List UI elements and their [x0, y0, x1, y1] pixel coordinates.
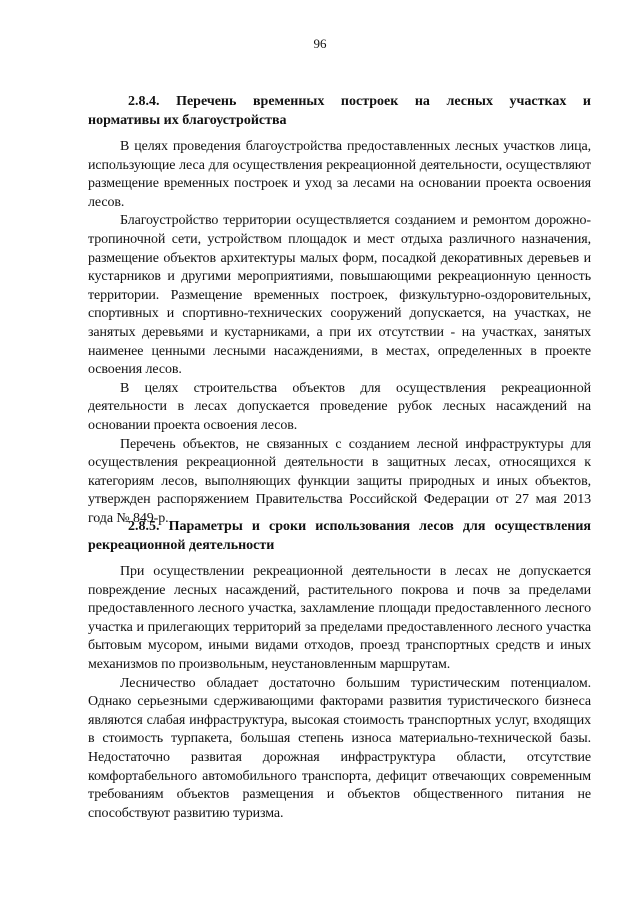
section-heading-2-8-5 [88, 517, 591, 555]
heading-line: нормативы их благоустройства [88, 113, 287, 128]
heading-line: рекреационной деятельности [88, 538, 275, 553]
section-body-2-8-5 [88, 563, 591, 823]
paragraph: При осуществлении рекреационной деятельности в лесах не допускается повреждение лесных насаждений, растительного покрова и почв за пределами предоставленного лесного участка, захламление площади предоставленного лесного участка и прилегающих территорий за пределами предоставленного лесного участка бытовым мусором, иными видами отходов, проезд транспортных средств и иных механизмов по произвольным, неустановленным маршрутам. [88, 564, 591, 672]
paragraph: Лесничество обладает достаточно большим туристическим потенциалом. Однако серьезными сдерживающими факторами развития туристического бизнеса являются слабая инфраструктура, высокая стоимость транспортных услуг, входящих в стоимость турпакета, большая степень износа материально-технической базы. Недостаточно развитая дорожная инфраструктура области, отсутствие комфортабельного автомобильного транспорта, дефицит отвечающих современным требованиям объектов размещения и объектов общественного питания не способствуют развитию туризма. [88, 675, 591, 821]
paragraph: В целях строительства объектов для осуществления рекреационной деятельности в лесах допускается проведение рубок лесных насаждений на основании проекта освоения лесов. [88, 380, 591, 433]
section-body-2-8-4 [88, 138, 591, 528]
section-heading-2-8-4 [88, 92, 591, 130]
heading-line: 2.8.5. Параметры и сроки использования лесов для осуществления [128, 519, 591, 534]
heading-line: 2.8.4. Перечень временных построек на лесных участках и [128, 94, 591, 109]
paragraph: Перечень объектов, не связанных с созданием лесной инфраструктуры для осуществления рекреационной деятельности в защитных лесах, относящихся к категориям лесов, выполняющих функции защиты природных и иных объектов, утвержден распоряжением Правительства Российской Федерации от 27 мая 2013 года № 849-р. [88, 436, 591, 526]
page-number: 96 [313, 36, 327, 51]
paragraph: В целях проведения благоустройства предоставленных лесных участков лица, использующие леса для осуществления рекреационной деятельности, осуществляют размещение временных построек и уход за лесами на основании проекта освоения лесов. [88, 139, 591, 210]
paragraph: Благоустройство территории осуществляется созданием и ремонтом дорожно-тропиночной сети, устройством площадок и мест отдыха различного назначения, размещение объектов архитектуры малых форм, посадкой декоративных деревьев и кустарников и другими мероприятиями, повышающими рекреационную ценность территории. Размещение временных построек, физкультурно-оздоровительных, спортивных и спортивно-технических сооружений допускается, на участках, не занятых деревьями и кустарниками, а при их отсутствии - на участках, занятых наименее ценными лесными насаждениями, в местах, определенных в проекте освоения лесов. [88, 213, 591, 378]
